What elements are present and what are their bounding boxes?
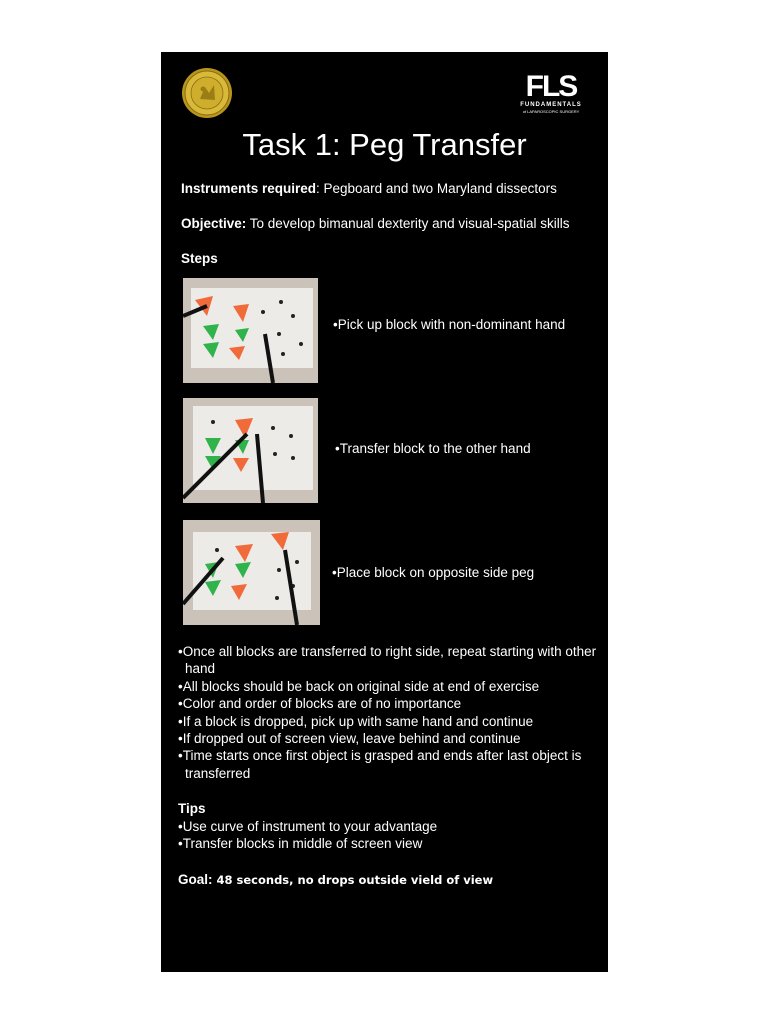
list-item: •If a block is dropped, pick up with same hand and continue — [178, 713, 534, 729]
list-item: •Use curve of instrument to your advantage — [178, 819, 438, 834]
objective-line — [181, 215, 569, 232]
fls-logo — [517, 72, 585, 116]
list-item: •If dropped out of screen view, leave behind and continue — [178, 731, 521, 747]
goal-line — [178, 871, 493, 889]
list-item: •Time starts once first object is grasped and ends after last object is transferred — [178, 748, 582, 781]
list-item: •All blocks should be back on original side at end of exercise — [178, 678, 540, 694]
fls-logo-subtitle: FUNDAMENTALS — [520, 102, 582, 108]
seal-icon — [181, 67, 233, 119]
tips-list — [178, 818, 437, 853]
list-item: •Once all blocks are transferred to right side, repeat starting with other hand — [178, 644, 597, 677]
step-3-photo — [183, 520, 320, 625]
list-item: •Transfer blocks in middle of screen view — [178, 836, 423, 852]
page-title: Task 1: Peg Transfer — [242, 127, 527, 162]
fls-logo-word: FLS — [525, 70, 577, 103]
instruments-value: : Pegboard and two Maryland dissectors — [316, 181, 557, 196]
list-item: •Color and order of blocks are of no importance — [178, 696, 462, 712]
rules-list — [178, 643, 598, 782]
task-sheet — [161, 52, 608, 972]
steps-heading: Steps — [181, 251, 218, 266]
instruments-label: Instruments required — [181, 181, 317, 196]
step-2-photo — [183, 398, 318, 503]
goal-label: Goal: — [178, 872, 213, 887]
step-1-photo — [183, 278, 318, 383]
tips-heading: Tips — [178, 801, 206, 816]
instruments-line — [181, 180, 557, 197]
step-3-caption: •Place block on opposite side peg — [332, 565, 535, 580]
goal-value: 48 seconds, no drops outside vield of view — [212, 873, 494, 887]
objective-label: Objective: — [181, 216, 247, 231]
step-2-caption: •Transfer block to the other hand — [335, 441, 531, 456]
objective-value: To develop bimanual dexterity and visual-spatial skills — [246, 216, 570, 231]
fls-logo-subtitle-2: of LAPAROSCOPIC SURGERY — [522, 109, 580, 114]
step-1-caption: •Pick up block with non-dominant hand — [333, 317, 566, 332]
